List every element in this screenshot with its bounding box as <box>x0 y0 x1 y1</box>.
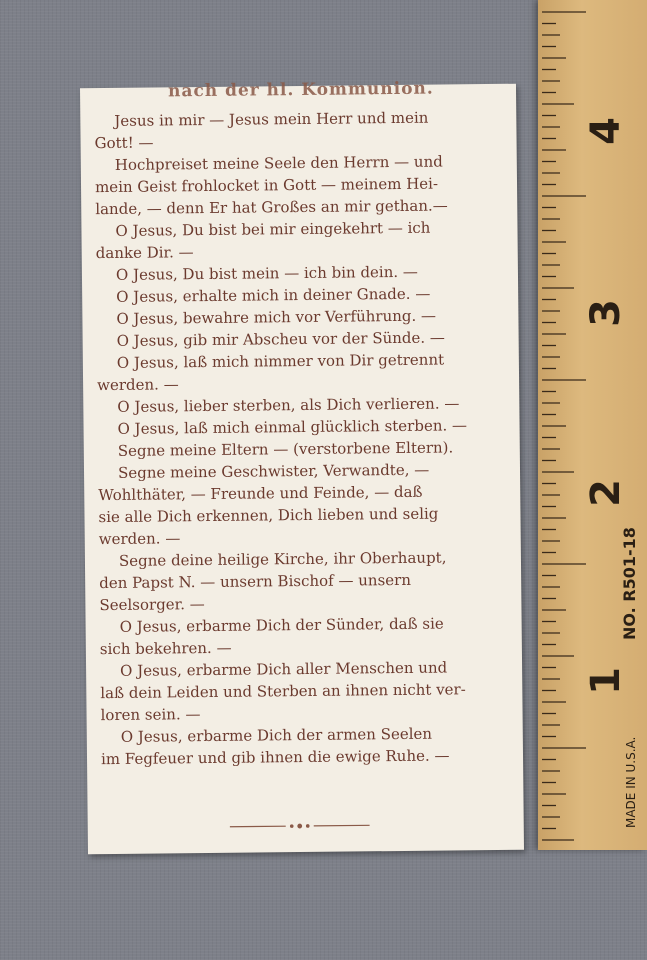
prayer-line: im Fegfeuer und gib ihnen die ewige Ruhe. — <box>100 746 450 769</box>
prayer-line: lande, — denn Er hat Großes an mir gethan.— <box>95 196 448 219</box>
prayer-line: Segne deine heilige Kirche, ihr Oberhaupt, <box>118 548 447 570</box>
prayer-line: O Jesus, erbarme Dich der Sünder, daß sie <box>119 614 444 636</box>
ruler-model-label: NO. R501-18 <box>620 527 639 640</box>
prayer-line: O Jesus, gib mir Abscheu vor der Sünde. — <box>116 328 445 350</box>
prayer-line: O Jesus, bewahre mich vor Verführung. — <box>116 306 437 328</box>
prayer-card <box>80 78 524 855</box>
prayer-line: Gott! — <box>94 133 154 153</box>
prayer-line: den Papst N. — unsern Bischof — unsern <box>99 570 412 593</box>
ruler-number-3: 3 <box>583 299 629 327</box>
prayer-line: O Jesus, Du bist bei mir eingekehrt — ich <box>115 218 431 240</box>
prayer-line: O Jesus, lieber sterben, als Dich verlieren. — <box>117 394 460 416</box>
prayer-line: O Jesus, laß mich einmal glücklich sterben. — <box>117 416 468 438</box>
prayer-line: Hochpreiset meine Seele den Herrn — und <box>114 152 443 174</box>
prayer-line: O Jesus, erhalte mich in deiner Gnade. — <box>116 284 431 306</box>
prayer-line: mein Geist frohlocket in Gott — meinem Hei- <box>94 174 439 197</box>
prayer-line: Segne meine Geschwister, Verwandte, — <box>117 460 430 482</box>
ruler-number-1: 1 <box>583 667 629 695</box>
prayer-line: O Jesus, Du bist mein — ich bin dein. — <box>115 262 418 284</box>
prayer-line: O Jesus, laß mich nimmer von Dir getrennt <box>116 350 445 372</box>
prayer-line: Jesus in mir — Jesus mein Herr und mein <box>114 108 429 130</box>
prayer-line: werden. — <box>98 529 181 549</box>
prayer-line: O Jesus, erbarme Dich aller Menschen und <box>120 658 448 680</box>
ornamental-divider <box>230 821 370 830</box>
prayer-line: laß dein Leiden und Sterben an ihnen nicht ver- <box>100 680 466 703</box>
prayer-line: sich bekehren. — <box>99 638 232 659</box>
prayer-line: Wohlthäter, — Freunde und Feinde, — daß <box>98 482 423 505</box>
ruler-number-2: 2 <box>583 479 629 507</box>
ruler-number-4: 4 <box>583 117 629 145</box>
prayer-line: sie alle Dich erkennen, Dich lieben und selig <box>98 504 439 527</box>
prayer-line: Seelsorger. — <box>99 595 205 615</box>
prayer-line: O Jesus, erbarme Dich der armen Seelen <box>120 724 433 746</box>
prayer-line: Segne meine Eltern — (verstorbene Eltern). <box>117 438 454 460</box>
card-header-cut-off: nach der hl. Kommunion. <box>167 78 434 102</box>
prayer-line: loren sein. — <box>100 705 201 725</box>
prayer-text <box>94 106 513 770</box>
prayer-line: danke Dir. — <box>95 243 194 263</box>
ruler-origin-label: MADE IN U.S.A. <box>624 736 638 828</box>
prayer-line: werden. — <box>97 375 179 395</box>
